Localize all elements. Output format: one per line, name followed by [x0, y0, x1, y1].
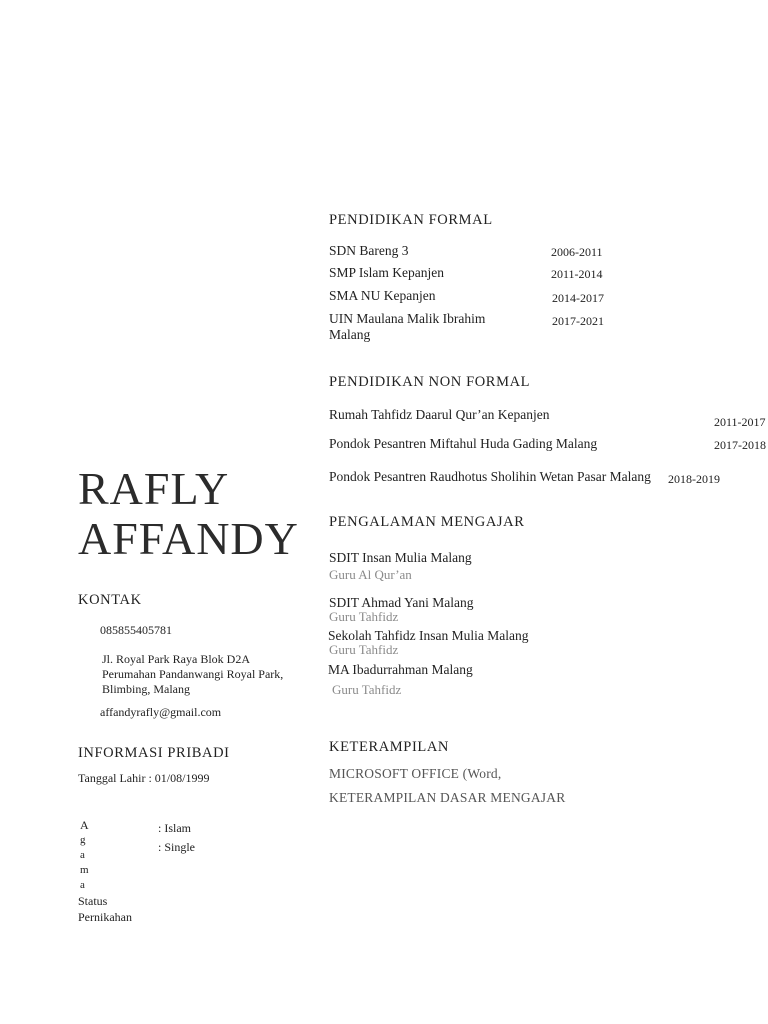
formal-years: 2006-2011 [551, 245, 603, 259]
address-line-3: Blimbing, Malang [102, 682, 190, 696]
nonformal-years: 2017-2018 [714, 438, 766, 452]
agama-value: : Islam [158, 821, 191, 835]
agama-letter: A [80, 818, 89, 832]
status-label-1: Status [78, 894, 108, 908]
skill-item: KETERAMPILAN DASAR MENGAJAR [329, 790, 566, 805]
informasi-pribadi-heading: INFORMASI PRIBADI [78, 745, 230, 761]
address-line-1: Jl. Royal Park Raya Blok D2A [102, 652, 250, 666]
teaching-role: Guru Tahfidz [332, 682, 402, 697]
formal-school: SMA NU Kepanjen [329, 288, 436, 303]
name-last: AFFANDY [78, 513, 299, 564]
status-value: : Single [158, 840, 196, 854]
formal-school: UIN Maulana Malik Ibrahim Malang [329, 311, 486, 342]
teaching-place: MA Ibadurrahman Malang [328, 662, 473, 677]
teaching-role: Guru Tahfidz [329, 609, 399, 624]
agama-letter: g [80, 834, 86, 846]
formal-years: 2017-2021 [552, 314, 604, 328]
kontak-heading: KONTAK [78, 592, 142, 608]
name-first: RAFLY [78, 463, 230, 514]
pendidikan-formal-heading: PENDIDIKAN FORMAL [329, 212, 493, 228]
teaching-role: Guru Tahfidz [329, 642, 399, 657]
nonformal-years: 2011-2017 [714, 415, 766, 429]
nonformal-school: Rumah Tahfidz Daarul Qur’an Kepanjen [329, 407, 550, 422]
teaching-place: SDIT Insan Mulia Malang [329, 550, 472, 565]
pengalaman-mengajar-heading: PENGALAMAN MENGAJAR [329, 514, 525, 530]
agama-letter: a [80, 879, 85, 891]
skill-item: MICROSOFT OFFICE (Word, [329, 766, 502, 781]
teaching-place: SDIT Ahmad Yani Malang [329, 595, 474, 610]
nonformal-school: Pondok Pesantren Raudhotus Sholihin Wetan Pasar Malang [329, 469, 651, 484]
teaching-place: Sekolah Tahfidz Insan Mulia Malang [328, 628, 529, 643]
address-line-2: Perumahan Pandanwangi Royal Park, [102, 667, 284, 681]
status-label-2: Pernikahan [78, 910, 132, 924]
pendidikan-non-formal-heading: PENDIDIKAN NON FORMAL [329, 374, 531, 390]
agama-letter: a [80, 849, 85, 861]
nonformal-years: 2018-2019 [668, 472, 720, 486]
formal-school: SMP Islam Kepanjen [329, 265, 444, 280]
nonformal-school: Pondok Pesantren Miftahul Huda Gading Malang [329, 436, 598, 451]
keterampilan-heading: KETERAMPILAN [329, 739, 449, 755]
formal-years: 2014-2017 [552, 291, 604, 305]
formal-school: SDN Bareng 3 [329, 243, 409, 258]
agama-label [80, 818, 89, 893]
teaching-role: Guru Al Qur’an [329, 567, 412, 582]
formal-years: 2011-2014 [551, 267, 603, 281]
email-address: affandyrafly@gmail.com [100, 705, 222, 719]
tanggal-lahir: Tanggal Lahir : 01/08/1999 [78, 771, 210, 785]
phone-number: 085855405781 [100, 623, 172, 637]
agama-letter: m [80, 864, 89, 876]
